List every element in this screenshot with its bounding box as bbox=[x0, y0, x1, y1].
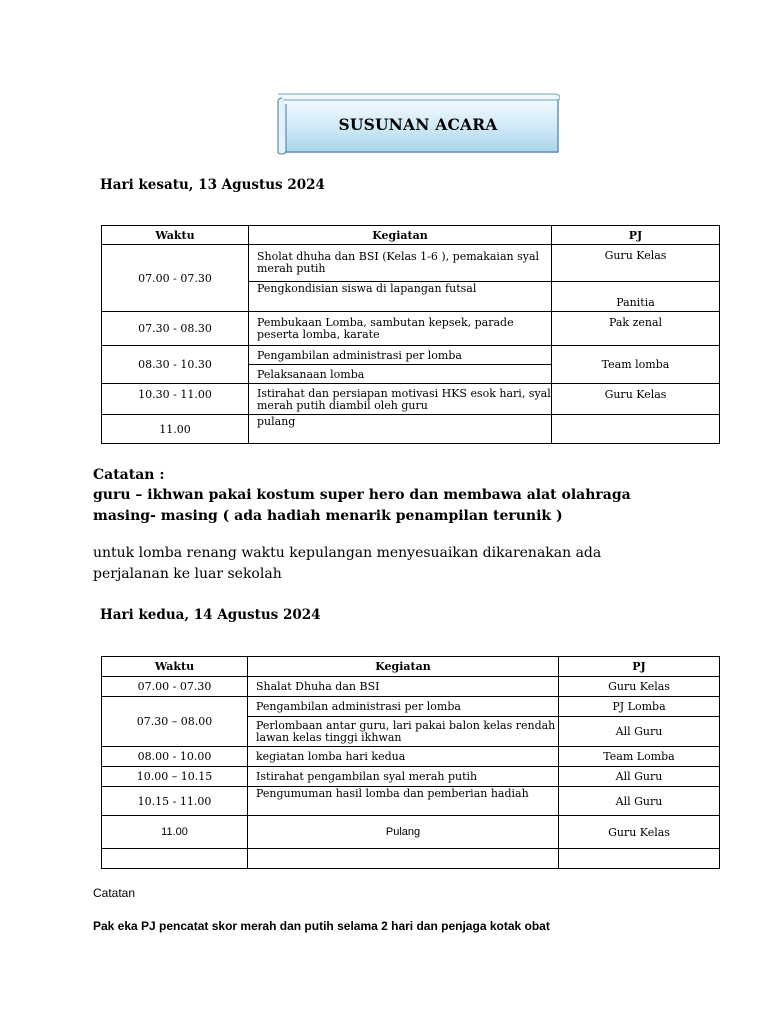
day2-heading: Hari kedua, 14 Agustus 2024 bbox=[100, 607, 321, 623]
waktu-cell: 08.00 - 10.00 bbox=[102, 747, 248, 767]
kegiatan-cell bbox=[248, 717, 559, 747]
kegiatan-cell bbox=[249, 312, 552, 346]
title-banner bbox=[276, 92, 560, 156]
waktu-cell: 07.30 – 08.00 bbox=[102, 697, 248, 747]
kegiatan-cell: Pengkondisian siswa di lapangan futsal bbox=[249, 282, 552, 312]
pj-cell: All Guru bbox=[559, 717, 720, 747]
table-header-row bbox=[102, 226, 720, 245]
pj-cell bbox=[559, 849, 720, 869]
waktu-cell: 10.30 - 11.00 bbox=[102, 384, 249, 415]
kegiatan-cell: Istirahat pengambilan syal merah putih bbox=[248, 767, 559, 787]
waktu-cell: 10.00 – 10.15 bbox=[102, 767, 248, 787]
col-header-kegiatan: Kegiatan bbox=[248, 657, 559, 677]
kegiatan-cell: Pengumuman hasil lomba dan pemberian hadiah bbox=[248, 787, 559, 816]
kegiatan-text: Pembukaan Lomba, sambutan kepsek, parade peserta lomba, karate bbox=[257, 315, 514, 341]
table-row bbox=[102, 767, 720, 787]
footer-notes-label: Catatan bbox=[93, 886, 136, 900]
table-row bbox=[102, 677, 720, 697]
table-row bbox=[102, 697, 720, 717]
kegiatan-text: Perlombaan antar guru, lari pakai balon kelas rendah lawan kelas tinggi ikhwan bbox=[256, 718, 556, 744]
waktu-cell bbox=[102, 849, 248, 869]
waktu-cell: 07.00 - 07.30 bbox=[102, 677, 248, 697]
waktu-cell: 11.00 bbox=[102, 816, 248, 849]
kegiatan-cell bbox=[249, 245, 552, 282]
table-row bbox=[102, 787, 720, 816]
pj-cell: All Guru bbox=[559, 767, 720, 787]
kegiatan-cell: Pulang bbox=[248, 816, 559, 849]
notes-line: masing- masing ( ada hadiah menarik penampilan terunik ) bbox=[93, 508, 563, 524]
pj-cell: Pak zenal bbox=[552, 312, 720, 346]
day1-schedule-table bbox=[101, 225, 720, 444]
day2-schedule-table bbox=[101, 656, 720, 869]
kegiatan-cell bbox=[249, 384, 552, 415]
pj-cell bbox=[552, 415, 720, 444]
table-header-row bbox=[102, 657, 720, 677]
waktu-cell: 08.30 - 10.30 bbox=[102, 346, 249, 384]
kegiatan-text: Sholat dhuha dan BSI (Kelas 1-6 ), pemakaian syal merah putih bbox=[257, 250, 540, 275]
table-row bbox=[102, 245, 720, 282]
day1-heading: Hari kesatu, 13 Agustus 2024 bbox=[100, 177, 325, 193]
kegiatan-text: Istirahat dan persiapan motivasi HKS esok hari, syal merah putih diambil oleh guru bbox=[257, 387, 551, 412]
kegiatan-cell bbox=[248, 849, 559, 869]
page-title: SUSUNAN ACARA bbox=[338, 114, 498, 134]
col-header-waktu: Waktu bbox=[102, 657, 248, 677]
pj-cell: Guru Kelas bbox=[552, 245, 720, 282]
col-header-kegiatan: Kegiatan bbox=[249, 226, 552, 245]
footer-notes-text: Pak eka PJ pencatat skor merah dan putih selama 2 hari dan penjaga kotak obat bbox=[93, 919, 550, 933]
col-header-waktu: Waktu bbox=[102, 226, 249, 245]
notes-line: untuk lomba renang waktu kepulangan menyesuaikan dikarenakan ada bbox=[93, 545, 602, 561]
pj-cell: PJ Lomba bbox=[559, 697, 720, 717]
kegiatan-cell: pulang bbox=[249, 415, 552, 444]
pj-cell: Guru Kelas bbox=[559, 677, 720, 697]
waktu-cell: 10.15 - 11.00 bbox=[102, 787, 248, 816]
pj-cell: Team Lomba bbox=[559, 747, 720, 767]
notes-line: perjalanan ke luar sekolah bbox=[93, 566, 282, 582]
pj-cell: Guru Kelas bbox=[559, 816, 720, 849]
kegiatan-cell: kegiatan lomba hari kedua bbox=[248, 747, 559, 767]
waktu-cell: 07.00 - 07.30 bbox=[102, 245, 249, 312]
pj-cell: All Guru bbox=[559, 787, 720, 816]
col-header-pj: PJ bbox=[552, 226, 720, 245]
table-row bbox=[102, 849, 720, 869]
table-row bbox=[102, 415, 720, 444]
table-row bbox=[102, 747, 720, 767]
kegiatan-cell: Pengambilan administrasi per lomba bbox=[249, 346, 552, 365]
notes-title: Catatan : bbox=[93, 467, 165, 483]
table-row bbox=[102, 312, 720, 346]
kegiatan-cell: Pengambilan administrasi per lomba bbox=[248, 697, 559, 717]
kegiatan-cell: Pelaksanaan lomba bbox=[249, 365, 552, 384]
waktu-cell: 07.30 - 08.30 bbox=[102, 312, 249, 346]
pj-cell: Panitia bbox=[552, 282, 720, 312]
notes-line: guru – ikhwan pakai kostum super hero dan membawa alat olahraga bbox=[93, 487, 631, 503]
kegiatan-cell: Shalat Dhuha dan BSI bbox=[248, 677, 559, 697]
table-row bbox=[102, 816, 720, 849]
waktu-cell: 11.00 bbox=[102, 415, 249, 444]
table-row bbox=[102, 346, 720, 365]
pj-cell: Guru Kelas bbox=[552, 384, 720, 415]
col-header-pj: PJ bbox=[559, 657, 720, 677]
table-row bbox=[102, 384, 720, 415]
pj-cell: Team lomba bbox=[552, 346, 720, 384]
